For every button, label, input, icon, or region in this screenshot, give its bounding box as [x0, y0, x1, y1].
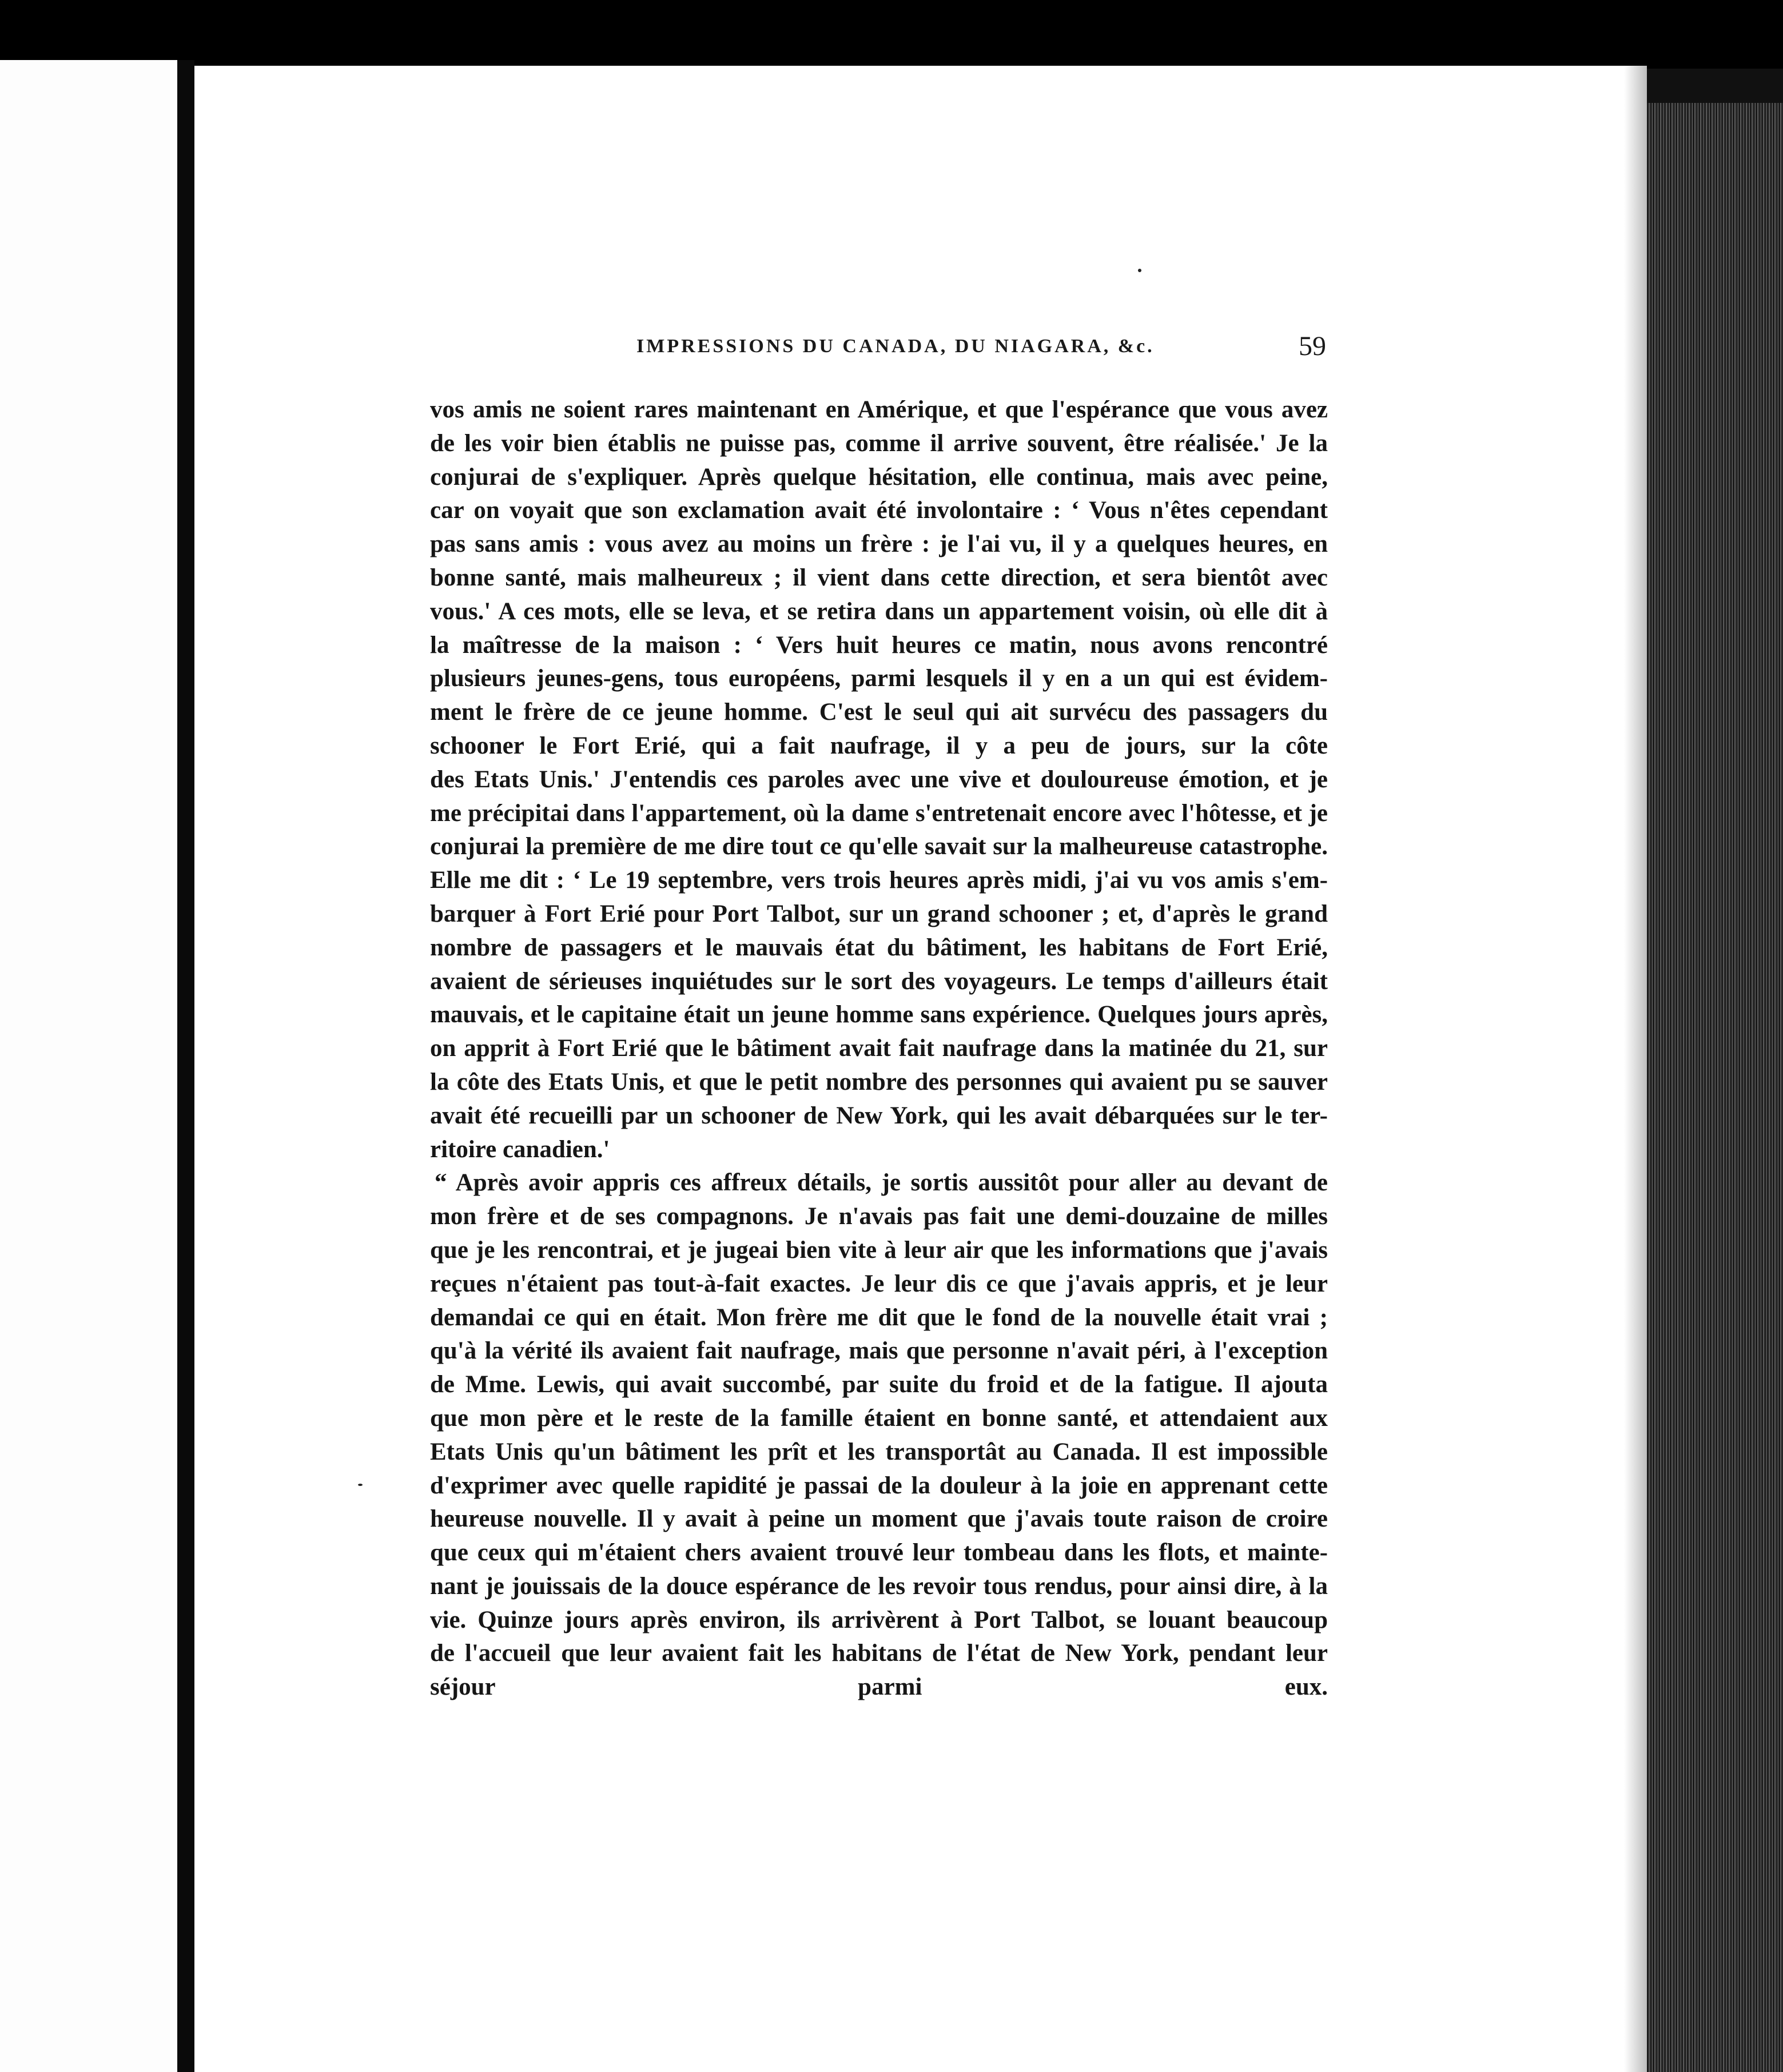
- facing-page-edge: [0, 60, 177, 2072]
- text-line: avaient de sérieuses inquiétudes sur le sort des voyageurs. Le temps d'ailleurs était: [430, 967, 1328, 995]
- text-line: la côte des Etats Unis, et que le petit nombre des personnes qui avaient pu se sauver: [430, 1068, 1328, 1095]
- text-line: vie. Quinze jours après environ, ils arrivèrent à Port Talbot, se louant beaucoup: [430, 1606, 1328, 1633]
- text-line: car on voyait que son exclamation avait été involontaire : ‘ Vous n'êtes cependant: [430, 497, 1328, 524]
- page-number: 59: [1299, 331, 1326, 361]
- text-line: qu'à la vérité ils avaient fait naufrage, mais que personne n'avait péri, à l'exception: [430, 1337, 1328, 1365]
- text-line: que mon père et le reste de la famille étaient en bonne santé, et attendaient aux: [430, 1404, 1328, 1432]
- text-line: avait été recueilli par un schooner de New York, qui les avait débarquées sur le ter-: [430, 1102, 1328, 1129]
- text-line: nombre de passagers et le mauvais état du bâtiment, les habitans de Fort Erié,: [430, 934, 1328, 961]
- paper-speck: [358, 1484, 363, 1486]
- text-line: Elle me dit : ‘ Le 19 septembre, vers trois heures après midi, j'ai vu vos amis s'em-: [430, 867, 1328, 894]
- text-line: de l'accueil que leur avaient fait les habitans de l'état de New York, pendant leur: [430, 1640, 1328, 1667]
- text-line: nant je jouissais de la douce espérance de les revoir tous rendus, pour ainsi dire, à la: [430, 1572, 1328, 1600]
- text-line: pas sans amis : vous avez au moins un frère : je l'ai vu, il y a quelques heures, en: [430, 531, 1328, 558]
- text-line: vous.' A ces mots, elle se leva, et se retira dans un appartement voisin, où elle dit à: [430, 597, 1328, 625]
- text-line: demandai ce qui en était. Mon frère me dit que le fond de la nouvelle était vrai ;: [430, 1304, 1328, 1331]
- text-line: conjurai la première de me dire tout ce qu'elle savait sur la malheureuse catastrophe.: [430, 833, 1328, 860]
- text-line: barquer à Fort Erié pour Port Talbot, sur un grand schooner ; et, d'après le grand: [430, 900, 1328, 927]
- book-block-top: [1647, 69, 1783, 103]
- text-line: de Mme. Lewis, qui avait succombé, par suite du froid et de la fatigue. Il ajouta: [430, 1371, 1328, 1398]
- text-line: heureuse nouvelle. Il y avait à peine un moment que j'avais toute raison de croire: [430, 1505, 1328, 1533]
- page-edge-shadow: [1624, 66, 1647, 2072]
- text-line: d'exprimer avec quelle rapidité je passai de la douleur à la joie en apprenant cette: [430, 1472, 1328, 1499]
- text-line: que ceux qui m'étaient chers avaient trouvé leur tombeau dans les flots, et mainte-: [430, 1539, 1328, 1567]
- text-line: vos amis ne soient rares maintenant en Amérique, et que l'espérance que vous avez: [430, 396, 1328, 423]
- text-line: schooner le Fort Erié, qui a fait naufrage, il y a peu de jours, sur la côte: [430, 732, 1328, 759]
- text-line: plusieurs jeunes-gens, tous européens, parmi lesquels il y en a un qui est évidem-: [430, 665, 1328, 692]
- text-line: me précipitai dans l'appartement, où la dame s'entretenait encore avec l'hôtesse, et je: [430, 799, 1328, 827]
- text-line: que je les rencontrai, et je jugeai bien vite à leur air que les informations que j'avais: [430, 1236, 1328, 1264]
- body-text: [430, 393, 1328, 1704]
- text-line: Etats Unis qu'un bâtiment les prît et les transportât au Canada. Il est impossible: [430, 1438, 1328, 1465]
- text-line: ment le frère de ce jeune homme. C'est le seul qui ait survécu des passagers du: [430, 699, 1328, 726]
- text-line: reçues n'étaient pas tout-à-fait exactes. Je leur dis ce que j'avais appris, et je leur: [430, 1270, 1328, 1297]
- text-line: mon frère et de ses compagnons. Je n'avais pas fait une demi-douzaine de milles: [430, 1203, 1328, 1230]
- running-head: IMPRESSIONS DU CANADA, DU NIAGARA, &c.: [636, 336, 1155, 357]
- text-line: bonne santé, mais malheureux ; il vient dans cette direction, et sera bientôt avec: [430, 564, 1328, 591]
- paper-speck: [1138, 269, 1141, 272]
- text-line: des Etats Unis.' J'entendis ces paroles avec une vive et douloureuse émotion, et je: [430, 766, 1328, 793]
- text-line: conjurai de s'expliquer. Après quelque hésitation, elle continua, mais avec peine,: [430, 463, 1328, 491]
- text-line: ritoire canadien.': [430, 1135, 610, 1163]
- text-line: on apprit à Fort Erié que le bâtiment avait fait naufrage dans la matinée du 21, sur: [430, 1035, 1328, 1062]
- book-block-edge: [1647, 69, 1783, 2072]
- text-line: “ Après avoir appris ces affreux détails, je sortis aussitôt pour aller au devant de: [435, 1169, 1328, 1197]
- text-line: séjour parmi eux.: [430, 1673, 1328, 1701]
- text-line: la maîtresse de la maison : ‘ Vers huit heures ce matin, nous avons rencontré: [430, 631, 1328, 659]
- gutter-shadow: [177, 60, 194, 2072]
- text-line: de les voir bien établis ne puisse pas, comme il arrive souvent, être réalisée.' Je la: [430, 429, 1328, 457]
- text-line: mauvais, et le capitaine était un jeune homme sans expérience. Quelques jours après,: [430, 1001, 1328, 1029]
